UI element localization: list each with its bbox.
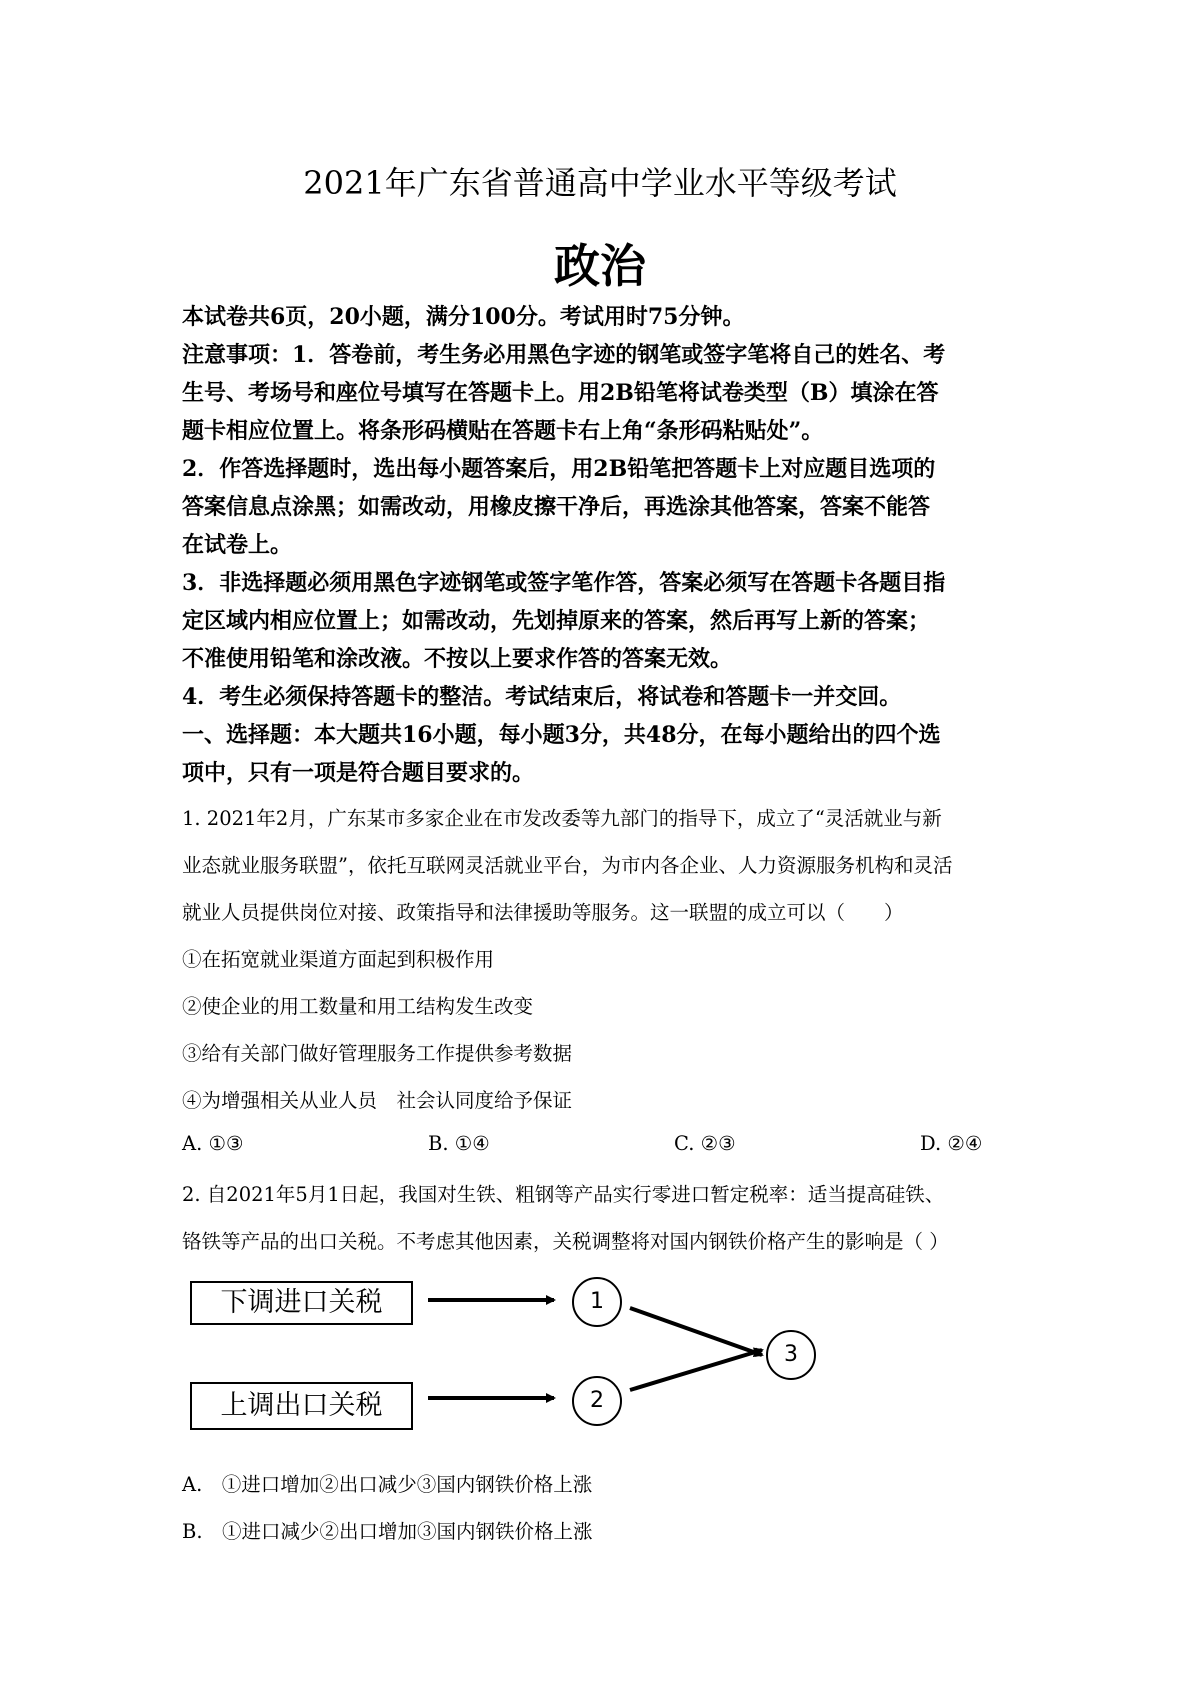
diagram-node-3: 3 [766,1330,816,1380]
arrow-node1-to-node3 [630,1308,762,1355]
question-1-text: 1. 2021年2月，广东某市多家企业在市发改委等九部门的指导下，成立了“灵活就业与新 [182,807,942,830]
instruction-line: 不准使用铅笔和涂改液。不按以上要求作答的答案无效。 [182,646,733,672]
instruction-line: 定区域内相应位置上；如需改动，先划掉原来的答案，然后再写上新的答案； [182,608,931,634]
section-heading: 项中，只有一项是符合题目要求的。 [182,760,535,786]
instruction-line: 生号、考场号和座位号填写在答题卡上。用2B铅笔将试卷类型（B）填涂在答 [182,380,939,406]
option-a: A. ①进口增加②出口减少③国内钢铁价格上涨 [182,1473,593,1496]
option-a: A. ①③ [182,1132,244,1155]
instruction-line: 注意事项：1．答卷前，考生务必用黑色字迹的钢笔或签字笔将自己的姓名、考 [182,342,946,368]
section-heading: 一、选择题：本大题共16小题，每小题3分，共48分，在每小题给出的四个选 [182,722,941,748]
exam-title: 2021年广东省普通高中学业水平等级考试 [303,164,897,202]
question-2-text: 2. 自2021年5月1日起，我国对生铁、粗钢等产品实行零进口暂定税率：适当提高硅铁、 [182,1183,945,1206]
instruction-line: 题卡相应位置上。将条形码横贴在答题卡右上角“条形码粘贴处”。 [182,418,824,444]
option-b: B. ①进口减少②出口增加③国内钢铁价格上涨 [182,1520,593,1543]
question-1-statement: ①在拓宽就业渠道方面起到积极作用 [182,948,495,971]
box-lower-import-tariff: 下调进口关税 [190,1281,413,1325]
exam-subject: 政治 [554,239,646,293]
instruction-line: 3．非选择题必须用黑色字迹钢笔或签字笔作答，答案必须写在答题卡各题目指 [182,570,946,596]
instruction-line: 答案信息点涂黑；如需改动，用橡皮擦干净后，再选涂其他答案，答案不能答 [182,494,931,520]
option-c: C. ②③ [674,1132,736,1155]
diagram-node-2: 2 [572,1376,622,1426]
question-1-statement: ③给有关部门做好管理服务工作提供参考数据 [182,1042,573,1065]
instruction-line: 本试卷共6页，20小题，满分100分。考试用时75分钟。 [182,304,745,330]
question-2-text: 铬铁等产品的出口关税。不考虑其他因素，关税调整将对国内钢铁价格产生的影响是（ ） [182,1230,949,1253]
question-1-text: 就业人员提供岗位对接、政策指导和法律援助等服务。这一联盟的成立可以（ ） [182,901,904,924]
instruction-line: 2．作答选择题时，选出每小题答案后，用2B铅笔把答题卡上对应题目选项的 [182,456,936,482]
instruction-line: 4．考生必须保持答题卡的整洁。考试结束后，将试卷和答题卡一并交回。 [182,684,902,710]
question-1-text: 业态就业服务联盟”，依托互联网灵活就业平台，为市内各企业、人力资源服务机构和灵活 [182,854,953,877]
question-1-statement: ④为增强相关从业人员 社会认同度给予保证 [182,1089,573,1112]
option-b: B. ①④ [428,1132,490,1155]
arrow-node2-to-node3 [630,1350,762,1390]
instruction-line: 在试卷上。 [182,532,293,558]
question-1-statement: ②使企业的用工数量和用工结构发生改变 [182,995,534,1018]
box-raise-export-tariff: 上调出口关税 [190,1382,413,1430]
diagram-node-1: 1 [572,1277,622,1327]
option-d: D. ②④ [920,1132,983,1155]
